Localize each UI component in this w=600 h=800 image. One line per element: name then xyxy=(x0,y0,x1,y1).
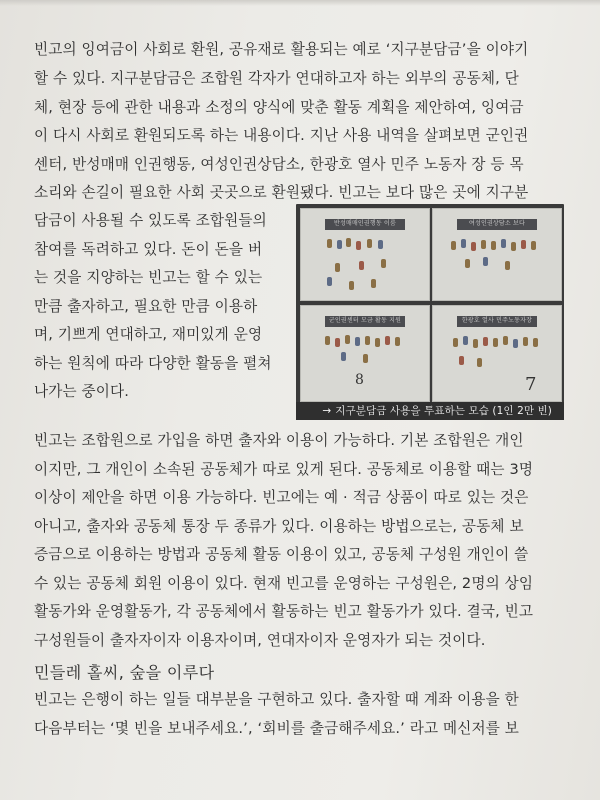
vote-stickers xyxy=(447,237,547,301)
voting-board-photo xyxy=(432,305,562,402)
vote-sticker xyxy=(471,242,476,251)
vote-sticker xyxy=(378,240,383,249)
vote-sticker xyxy=(523,337,528,346)
vote-sticker xyxy=(341,352,346,361)
vote-sticker xyxy=(363,354,368,363)
body-text-line: 이 다시 사회로 환원되도록 하는 내용이다. 지난 사용 내역을 살펴보면 군인권 xyxy=(34,127,529,144)
vote-sticker xyxy=(355,337,360,346)
board-header-bar xyxy=(325,316,405,327)
vote-sticker xyxy=(327,239,332,248)
vote-sticker xyxy=(345,335,350,344)
vote-sticker xyxy=(349,281,354,290)
section-heading: 민들레 홀씨, 숲을 이루다 xyxy=(34,663,215,682)
body-text-line: 며, 기쁘게 연대하고, 재미있게 운영 xyxy=(34,326,263,343)
handwritten-count: 8 xyxy=(355,372,364,388)
vote-sticker xyxy=(371,279,376,288)
body-text-line: 빈고의 잉여금이 사회로 환원, 공유재로 활용되는 예로 ‘지구분담금’을 이야기 xyxy=(34,41,529,58)
body-text-line: 할 수 있다. 지구분담금은 조합원 각자가 연대하고자 하는 외부의 공동체, 단 xyxy=(34,70,519,87)
body-text-line: 는 것을 지양하는 빈고는 할 수 있는 xyxy=(34,269,263,286)
vote-sticker xyxy=(459,356,464,365)
vote-stickers xyxy=(315,334,415,398)
vote-sticker xyxy=(346,238,351,247)
voting-board-photo xyxy=(300,208,430,301)
body-text-line: 활동가와 운영활동가, 각 공동체에서 활동하는 빈고 활동가가 있다. 결국, 빈고 xyxy=(34,603,534,620)
vote-sticker xyxy=(501,239,506,248)
vote-sticker xyxy=(483,257,488,266)
body-text-line: 수 있는 공동체 회원 이용이 있다. 현재 빈고를 운영하는 구성원은, 2명의 상임 xyxy=(34,575,534,592)
body-text-line: 참여를 독려하고 있다. 돈이 돈을 버 xyxy=(34,241,263,258)
board-header-text: 군인권센터 모금 활동 지원 xyxy=(328,317,402,324)
body-text-line: 빈고는 은행이 하는 일들 대부분을 구현하고 있다. 출자할 때 계좌 이용을 한 xyxy=(34,691,519,708)
vote-sticker xyxy=(461,239,466,248)
board-header-bar xyxy=(457,219,537,230)
vote-sticker xyxy=(521,240,526,249)
body-text-line: 체, 현장 등에 관한 내용과 소정의 양식에 맞춘 활동 계획을 제안하여, 잉여금 xyxy=(34,99,524,116)
vote-sticker xyxy=(325,336,330,345)
voting-photo-figure xyxy=(296,204,564,420)
board-header-bar xyxy=(325,219,405,230)
vote-sticker xyxy=(533,338,538,347)
vote-sticker xyxy=(367,239,372,248)
body-text-line: 만큼 출자하고, 필요한 만큼 이용하 xyxy=(34,298,258,315)
vote-sticker xyxy=(511,242,516,251)
vote-sticker xyxy=(503,336,508,345)
board-header-text: 한광호 열사 민주노동자장 xyxy=(461,317,533,324)
vote-sticker xyxy=(365,336,370,345)
vote-sticker xyxy=(491,241,496,250)
body-text-line: 빈고는 조합원으로 가입을 하면 출자와 이용이 가능하다. 기본 조합원은 개인 xyxy=(34,432,524,449)
vote-sticker xyxy=(451,241,456,250)
body-text-line: 이지만, 그 개인이 소속된 공동체가 따로 있게 된다. 공동체로 이용할 때는 3명 xyxy=(34,461,534,478)
voting-board-photo xyxy=(300,305,430,402)
body-text-line: 센터, 반성매매 인권행동, 여성인권상담소, 한광호 열사 민주 노동자 장 등 목 xyxy=(34,156,524,173)
vote-sticker xyxy=(395,337,400,346)
vote-sticker xyxy=(327,277,332,286)
body-text-line: 나가는 중이다. xyxy=(34,383,130,400)
vote-sticker xyxy=(477,358,482,367)
vote-sticker xyxy=(463,336,468,345)
body-text-line: 이상이 제안을 하면 이용 가능하다. 빈고에는 예 · 적금 상품이 따로 있는 것은 xyxy=(34,489,529,506)
arrow-right-icon: → xyxy=(322,405,332,417)
body-text-line: 담금이 사용될 수 있도록 조합원들의 xyxy=(34,212,267,229)
vote-sticker xyxy=(359,261,364,270)
body-text-line: 구성원들이 출자자이자 이용자이며, 연대자이자 운영자가 되는 것이다. xyxy=(34,632,486,649)
board-header-bar xyxy=(457,316,537,327)
vote-sticker xyxy=(531,241,536,250)
vote-sticker xyxy=(356,241,361,250)
vote-sticker xyxy=(453,338,458,347)
vote-sticker xyxy=(375,338,380,347)
vote-sticker xyxy=(481,240,486,249)
handwritten-count: 7 xyxy=(525,374,537,395)
voting-board-photo xyxy=(432,208,562,301)
board-header-text: 반성매매인권행동 이룸 xyxy=(333,220,397,227)
body-text-line: 하는 원칙에 따라 다양한 활동을 펼쳐 xyxy=(34,355,272,372)
vote-sticker xyxy=(465,259,470,268)
vote-sticker xyxy=(381,259,386,268)
vote-sticker xyxy=(505,261,510,270)
vote-sticker xyxy=(385,336,390,345)
vote-sticker xyxy=(513,339,518,348)
vote-sticker xyxy=(483,337,488,346)
vote-sticker xyxy=(493,338,498,347)
vote-sticker xyxy=(335,263,340,272)
vote-sticker xyxy=(335,338,340,347)
vote-stickers xyxy=(315,237,415,301)
body-text-line: 아니고, 출자와 공동체 통장 두 종류가 있다. 이용하는 방법으로는, 공동체 보 xyxy=(34,518,524,535)
body-text-line: 다음부터는 ‘몇 빈을 보내주세요.’, ‘회비를 출금해주세요.’ 라고 메신저를 보 xyxy=(34,720,520,737)
figure-caption xyxy=(296,402,564,420)
body-text-line: 증금으로 이용하는 방법과 공동체 활동 이용이 있고, 공동체 구성원 개인이 쓸 xyxy=(34,546,529,563)
vote-sticker xyxy=(473,339,478,348)
board-header-text: 여성인권상담소 보다 xyxy=(468,220,526,227)
caption-text: 지구분담금 사용을 투표하는 모습 (1인 2만 빈) xyxy=(335,405,552,417)
body-text-line: 소리와 손길이 필요한 사회 곳곳으로 환원됐다. 빈고는 보다 많은 곳에 지구분 xyxy=(34,184,529,201)
page-edge-shadow xyxy=(0,0,600,6)
vote-sticker xyxy=(337,240,342,249)
